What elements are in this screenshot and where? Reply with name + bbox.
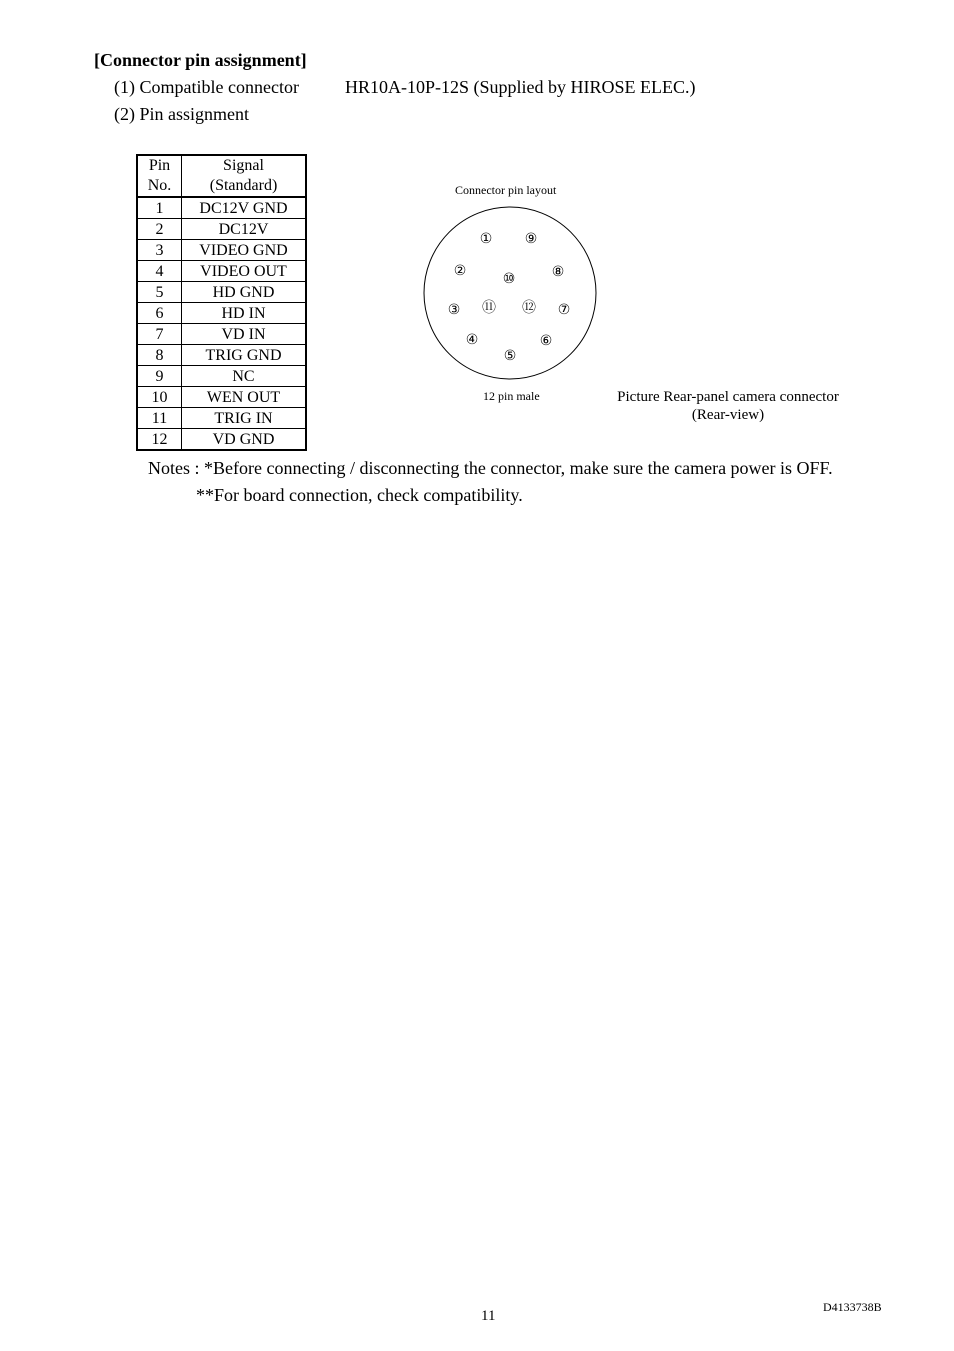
pin-10-label: ⑩	[502, 271, 516, 287]
header-pin-line2: No.	[137, 176, 182, 197]
signal-cell: VD IN	[182, 324, 307, 345]
signal-cell: NC	[182, 366, 307, 387]
table-row	[137, 303, 306, 324]
table-row	[137, 240, 306, 261]
pin-3-label: ③	[447, 302, 461, 318]
table-row	[137, 197, 306, 219]
signal-cell: HD GND	[182, 282, 307, 303]
pin-cell: 8	[137, 345, 182, 366]
pin-4-label: ④	[465, 332, 479, 348]
pin-cell: 12	[137, 429, 182, 451]
picture-caption-line1: Picture Rear-panel camera connector	[617, 389, 839, 405]
note-power-off: Notes : *Before connecting / disconnecting the connector, make sure the camera power is OFF.	[148, 458, 833, 478]
pin-9-label: ⑨	[524, 231, 538, 247]
pin-assignment-table	[136, 154, 307, 451]
header-signal-line1: Signal	[182, 155, 307, 176]
header-pin-line1: Pin	[137, 155, 182, 176]
pin-8-label: ⑧	[551, 264, 565, 280]
pin-12-label: ⑫	[522, 300, 536, 316]
signal-cell: HD IN	[182, 303, 307, 324]
table-row	[137, 324, 306, 345]
table-row	[137, 219, 306, 240]
pin-cell: 7	[137, 324, 182, 345]
signal-cell: VIDEO GND	[182, 240, 307, 261]
table-header-row	[137, 176, 306, 197]
header-signal-line2: (Standard)	[182, 176, 307, 197]
compatible-connector-label: (1) Compatible connector	[114, 77, 299, 97]
table-row	[137, 429, 306, 451]
pin-11-label: ⑪	[482, 300, 496, 316]
pin-cell: 10	[137, 387, 182, 408]
signal-cell: DC12V GND	[182, 197, 307, 219]
pin-7-label: ⑦	[557, 302, 571, 318]
pin-1-label: ①	[479, 231, 493, 247]
diagram-caption: 12 pin male	[483, 389, 540, 403]
table-header-row	[137, 155, 306, 176]
pin-cell: 1	[137, 197, 182, 219]
diagram-title: Connector pin layout	[455, 183, 557, 197]
signal-cell: TRIG GND	[182, 345, 307, 366]
connector-diagram	[418, 205, 602, 381]
compatible-connector-value: HR10A-10P-12S (Supplied by HIROSE ELEC.)	[345, 77, 696, 97]
picture-caption-line2: (Rear-view)	[691, 407, 765, 423]
pin-cell: 4	[137, 261, 182, 282]
pin-cell: 2	[137, 219, 182, 240]
page-number: 11	[481, 1308, 496, 1324]
signal-cell: WEN OUT	[182, 387, 307, 408]
section-heading: [Connector pin assignment]	[94, 50, 307, 70]
note-board-compatibility: **For board connection, check compatibility.	[196, 485, 523, 505]
pin-2-label: ②	[453, 263, 467, 279]
signal-cell: VIDEO OUT	[182, 261, 307, 282]
document-id: D4133738B	[823, 1300, 882, 1314]
table-row	[137, 282, 306, 303]
pin-cell: 3	[137, 240, 182, 261]
picture-caption	[588, 388, 868, 424]
pin-5-label: ⑤	[503, 348, 517, 364]
signal-cell: TRIG IN	[182, 408, 307, 429]
pin-cell: 11	[137, 408, 182, 429]
table-row	[137, 366, 306, 387]
pin-cell: 6	[137, 303, 182, 324]
signal-cell: DC12V	[182, 219, 307, 240]
signal-cell: VD GND	[182, 429, 307, 451]
pin-6-label: ⑥	[539, 333, 553, 349]
pin-assignment-label: (2) Pin assignment	[114, 104, 249, 124]
table-row	[137, 387, 306, 408]
pin-cell: 5	[137, 282, 182, 303]
table-row	[137, 261, 306, 282]
pin-cell: 9	[137, 366, 182, 387]
table-row	[137, 408, 306, 429]
table-row	[137, 345, 306, 366]
